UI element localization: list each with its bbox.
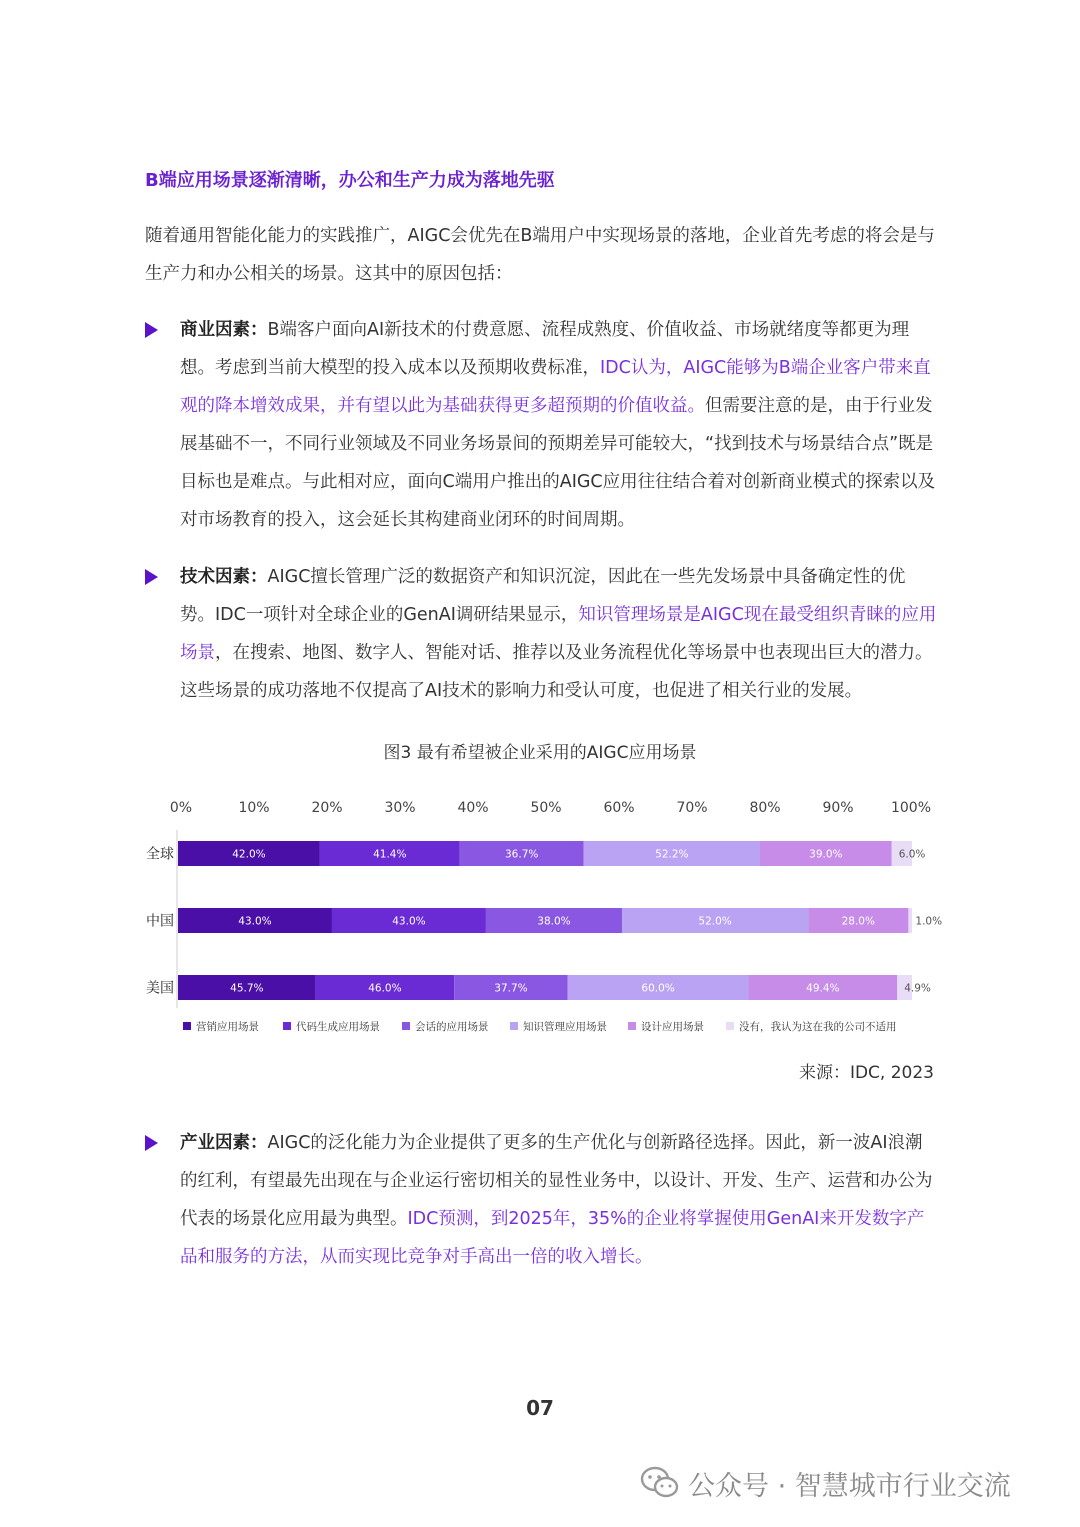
bullet-body: B端客户面向AI新技术的付费意愿、流程成熟度、价值收益、市场就绪度等都更为理想。考虑到当前大模型的投入成本以及预期收费标准，: [180, 320, 910, 378]
x-tick-label: 90%: [822, 800, 854, 816]
legend-label: 没有，我认为这在我的公司不适用: [739, 1021, 897, 1033]
data-label: 4.9%: [904, 982, 931, 995]
legend-swatch: [283, 1022, 291, 1030]
data-label: 52.0%: [698, 915, 732, 928]
legend-swatch: [628, 1022, 636, 1030]
watermark: [640, 1461, 1011, 1505]
category-label: 中国: [146, 913, 174, 930]
data-label: 37.7%: [494, 982, 528, 995]
x-tick-label: 100%: [890, 800, 932, 816]
legend-swatch: [402, 1022, 410, 1030]
bullet-body: AIGC的泛化能力为企业提供了更多的生产优化与创新路径选择。因此，新一波AI浪潮的红利，有望最先出现在与企业运行密切相关的显性业务中，以设计、开发、生产、运营和办公为代表的场景化应用最为典型。: [180, 1133, 933, 1229]
data-label: 36.7%: [505, 848, 539, 861]
bullet-lead: 技术因素：: [180, 567, 268, 587]
data-label: 46.0%: [368, 982, 402, 995]
bullet-highlight: IDC认为，AIGC能够为B端企业客户带来直观的降本增效成果，并有望以此为基础获得更多超预期的价值收益。: [180, 358, 931, 416]
bar-segment: [908, 908, 912, 933]
data-label: 6.0%: [898, 848, 926, 861]
data-label: 45.7%: [230, 982, 264, 995]
x-tick-label: 20%: [311, 800, 343, 816]
bullet-highlight: IDC预测，到2025年，35%的企业将掌握使用GenAI来开发数字产品和服务的方法，从而实现比竞争对手高出一倍的收入增长。: [180, 1209, 925, 1267]
watermark-text: 公众号 · 智慧城市行业交流: [688, 1470, 1011, 1502]
triangle-bullet-icon: [145, 1135, 158, 1151]
bullet-commercial: [145, 311, 945, 539]
bullet-highlight: 知识管理场景是AIGC现在最受组织青睐的应用场景: [180, 605, 937, 663]
wechat-icon: [640, 1466, 680, 1500]
bullet-body-end: ，在搜索、地图、数字人、智能对话、推荐以及业务流程优化等场景中也表现出巨大的潜力。这些场景的成功落地不仅提高了AI技术的影响力和受认可度，也促进了相关行业的发展。: [180, 643, 933, 701]
figure-title: 图3 最有希望被企业采用的AIGC应用场景: [383, 743, 697, 763]
bullet-lead: 商业因素：: [180, 320, 268, 340]
legend-label: 会话的应用场景: [415, 1021, 489, 1033]
x-tick-label: 70%: [676, 800, 708, 816]
x-tick-label: 40%: [457, 800, 489, 816]
section-heading: B端应用场景逐渐清晰，办公和生产力成为落地先驱: [145, 170, 555, 191]
stacked-bar-chart: [0, 790, 1080, 1040]
bullet-lead: 产业因素：: [180, 1133, 268, 1153]
x-tick-label: 30%: [384, 800, 416, 816]
category-label: 美国: [146, 980, 174, 997]
bullet-body-end: 但需要注意的是，由于行业发展基础不一，不同行业领域及不同业务场景间的预期差异可能较大，“找到技术与场景结合点”既是目标也是难点。与此相对应，面向C端用户推出的AIGC应用往往结合着对创新商业模式的探索以及对市场教育的投入，这会延长其构建商业闭环的时间周期。: [180, 396, 936, 530]
x-tick-label: 50%: [530, 800, 562, 816]
triangle-bullet-icon: [145, 569, 158, 585]
data-label: 43.0%: [238, 915, 272, 928]
legend-swatch: [510, 1022, 518, 1030]
data-label: 1.0%: [915, 915, 943, 928]
data-label: 43.0%: [392, 915, 426, 928]
data-label: 28.0%: [841, 915, 875, 928]
data-label: 60.0%: [641, 982, 675, 995]
data-label: 38.0%: [537, 915, 571, 928]
x-tick-label: 60%: [603, 800, 635, 816]
intro-paragraph: 随着通用智能化能力的实践推广，AIGC会优先在B端用户中实现场景的落地，企业首先考虑的将会是与生产力和办公相关的场景。这其中的原因包括：: [145, 226, 935, 284]
bullet-text: [180, 1124, 940, 1276]
legend-swatch: [726, 1022, 734, 1030]
x-tick-label: 80%: [749, 800, 781, 816]
source-note: 来源：IDC, 2023: [798, 1063, 934, 1083]
data-label: 41.4%: [373, 848, 407, 861]
legend-label: 代码生成应用场景: [296, 1021, 380, 1033]
category-label: 全球: [146, 846, 174, 863]
bullet-body: AIGC擅长管理广泛的数据资产和知识沉淀，因此在一些先发场景中具备确定性的优势。IDC一项针对全球企业的GenAI调研结果显示，: [180, 567, 906, 625]
legend-label: 营销应用场景: [196, 1021, 259, 1033]
legend-swatch: [183, 1022, 191, 1030]
x-tick-label: 0%: [169, 800, 193, 816]
x-tick-label: 10%: [238, 800, 270, 816]
data-label: 42.0%: [232, 848, 266, 861]
page-number: 07: [526, 1396, 554, 1420]
data-label: 52.2%: [655, 848, 689, 861]
triangle-bullet-icon: [145, 322, 158, 338]
data-label: 49.4%: [806, 982, 840, 995]
bullet-industry: [145, 1124, 945, 1276]
legend-label: 知识管理应用场景: [523, 1021, 607, 1033]
data-label: 39.0%: [809, 848, 843, 861]
legend-label: 设计应用场景: [641, 1021, 704, 1033]
bullet-technology: [145, 558, 945, 710]
bullet-text: [180, 311, 940, 539]
bullet-text: [180, 558, 940, 710]
